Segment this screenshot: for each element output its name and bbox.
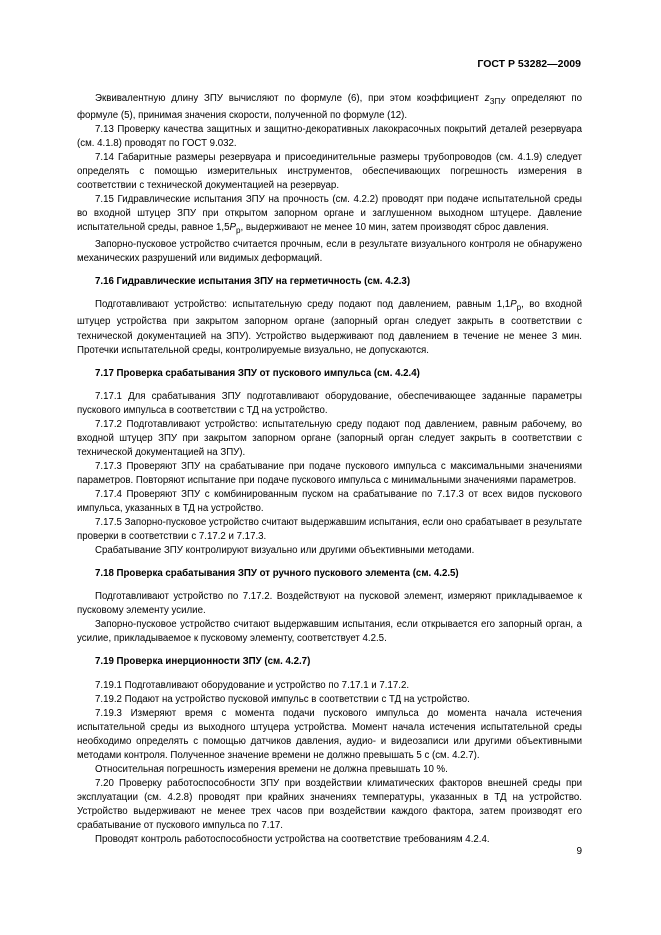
paragraph: 7.17.3 Проверяют ЗПУ на срабатывание при подаче пускового импульса с максимальными значениями параметров. Повторяют испытание при подаче пускового импульса с минимальными значениями параметров. bbox=[77, 460, 582, 486]
paragraph: Запорно-пусковое устройство считают выдержавшим испытания, если открывается его запорный орган, а усилие, прикладываемое к пусковому элементу, соответствует 4.2.5. bbox=[77, 619, 582, 645]
section-heading: 7.19 Проверка инерционности ЗПУ (см. 4.2.7) bbox=[95, 656, 311, 668]
paragraph: 7.19.3 Измеряют время с момента подачи пускового импульса до момента начала истечения испытательной среды из выходного штуцера устройства. Момент начала истечения испытательной среды необходимо определять с помощью датчиков давления, аудио- и видеозаписи или другими объективными методами контроля. Полученное значение времени не должно превышать 5 с (см. 4.2.7). bbox=[77, 707, 582, 761]
section-heading: 7.18 Проверка срабатывания ЗПУ от ручного пускового элемента (см. 4.2.5) bbox=[95, 568, 459, 580]
section-heading: 7.16 Гидравлические испытания ЗПУ на герметичность (см. 4.2.3) bbox=[95, 276, 411, 288]
paragraph: 7.19.1 Подготавливают оборудование и устройство по 7.17.1 и 7.17.2. bbox=[95, 679, 410, 691]
paragraph: Срабатывание ЗПУ контролируют визуально или другими объективными методами. bbox=[95, 545, 475, 557]
document-header: ГОСТ Р 53282—2009 bbox=[477, 58, 581, 70]
paragraph: Эквивалентную длину ЗПУ вычисляют по формуле (6), при этом коэффициент $z_{ЗПУ}$ определяют по формуле (5), принимая значения скорости, полученной по формуле (12). bbox=[77, 93, 582, 121]
paragraph: Подготавливают устройство по 7.17.2. Воздействуют на пусковой элемент, измеряют прикладываемое к пусковому элементу усилие. bbox=[77, 591, 582, 617]
section-heading: 7.17 Проверка срабатывания ЗПУ от пускового импульса (см. 4.2.4) bbox=[95, 367, 420, 379]
paragraph: Относительная погрешность измерения времени не должна превышать 10 %. bbox=[95, 763, 448, 775]
page-number: 9 bbox=[576, 846, 582, 857]
paragraph: 7.15 Гидравлические испытания ЗПУ на прочность (см. 4.2.2) проводят при подаче испытательной среды во входной штуцер ЗПУ при открытом запорном органе и заглушенном выходном штуцере. Давление испытательной среды, равное $1,5P_р$, выдерживают не менее 10 мин, затем производят сброс давления. bbox=[77, 194, 582, 236]
paragraph: 7.13 Проверку качества защитных и защитно-декоративных лакокрасочных покрытий деталей резервуара (см. 4.1.8) проводят по ГОСТ 9.032. bbox=[77, 124, 582, 150]
paragraph: Проводят контроль работоспособности устройства на соответствие требованиям 4.2.4. bbox=[95, 834, 490, 846]
paragraph: 7.17.2 Подготавливают устройство: испытательную среду подают под давлением, равным рабочему, во входной штуцер ЗПУ при закрытом запорном органе (запорный орган следует закрыть в соответствии с технической документацией на ЗПУ). bbox=[77, 418, 582, 458]
paragraph: 7.19.2 Подают на устройство пусковой импульс в соответствии с ТД на устройство. bbox=[95, 693, 470, 705]
paragraph: 7.17.5 Запорно-пусковое устройство считают выдержавшим испытания, если оно срабатывает в результате проверки в соответствии с 7.17.2 и 7.17.3. bbox=[77, 517, 582, 543]
paragraph: 7.17.1 Для срабатывания ЗПУ подготавливают оборудование, обеспечивающее заданные параметры пускового импульса в соответствии с ТД на устройство. bbox=[77, 390, 582, 416]
paragraph: 7.14 Габаритные размеры резервуара и присоединительные размеры трубопроводов (см. 4.1.9) следует определять с помощью измерительных инструментов, обеспечивающих погрешность измерения в соответствии с технической документацией на резервуар. bbox=[77, 152, 582, 192]
paragraph: Запорно-пусковое устройство считается прочным, если в результате визуального контроля не обнаружено механических разрушений или видимых деформаций. bbox=[77, 239, 582, 265]
document-body bbox=[77, 92, 582, 847]
paragraph: 7.17.4 Проверяют ЗПУ с комбинированным пуском на срабатывание по 7.17.3 от всех видов пускового импульса, указанных в ТД на устройство. bbox=[77, 488, 582, 515]
paragraph: Подготавливают устройство: испытательную среду подают под давлением, равным $1,1P_р$, во входной штуцер устройства при закрытом запорном органе (запорный орган следует закрыть в соответствии с технической документацией на ЗПУ). Устройство выдерживают под давлением в течение не менее 3 мин. Протечки испытательной среды, контролируемые визуально, не допускаются. bbox=[77, 299, 582, 356]
paragraph: 7.20 Проверку работоспособности ЗПУ при воздействии климатических факторов внешней среды при эксплуатации (см. 4.2.8) проводят при крайних значениях температуры, указанных в ТД на устройство. Устройство выдерживают не менее трех часов при воздействии каждого фактора, затем производят его срабатывание от пускового импульса по 7.17. bbox=[77, 777, 582, 831]
